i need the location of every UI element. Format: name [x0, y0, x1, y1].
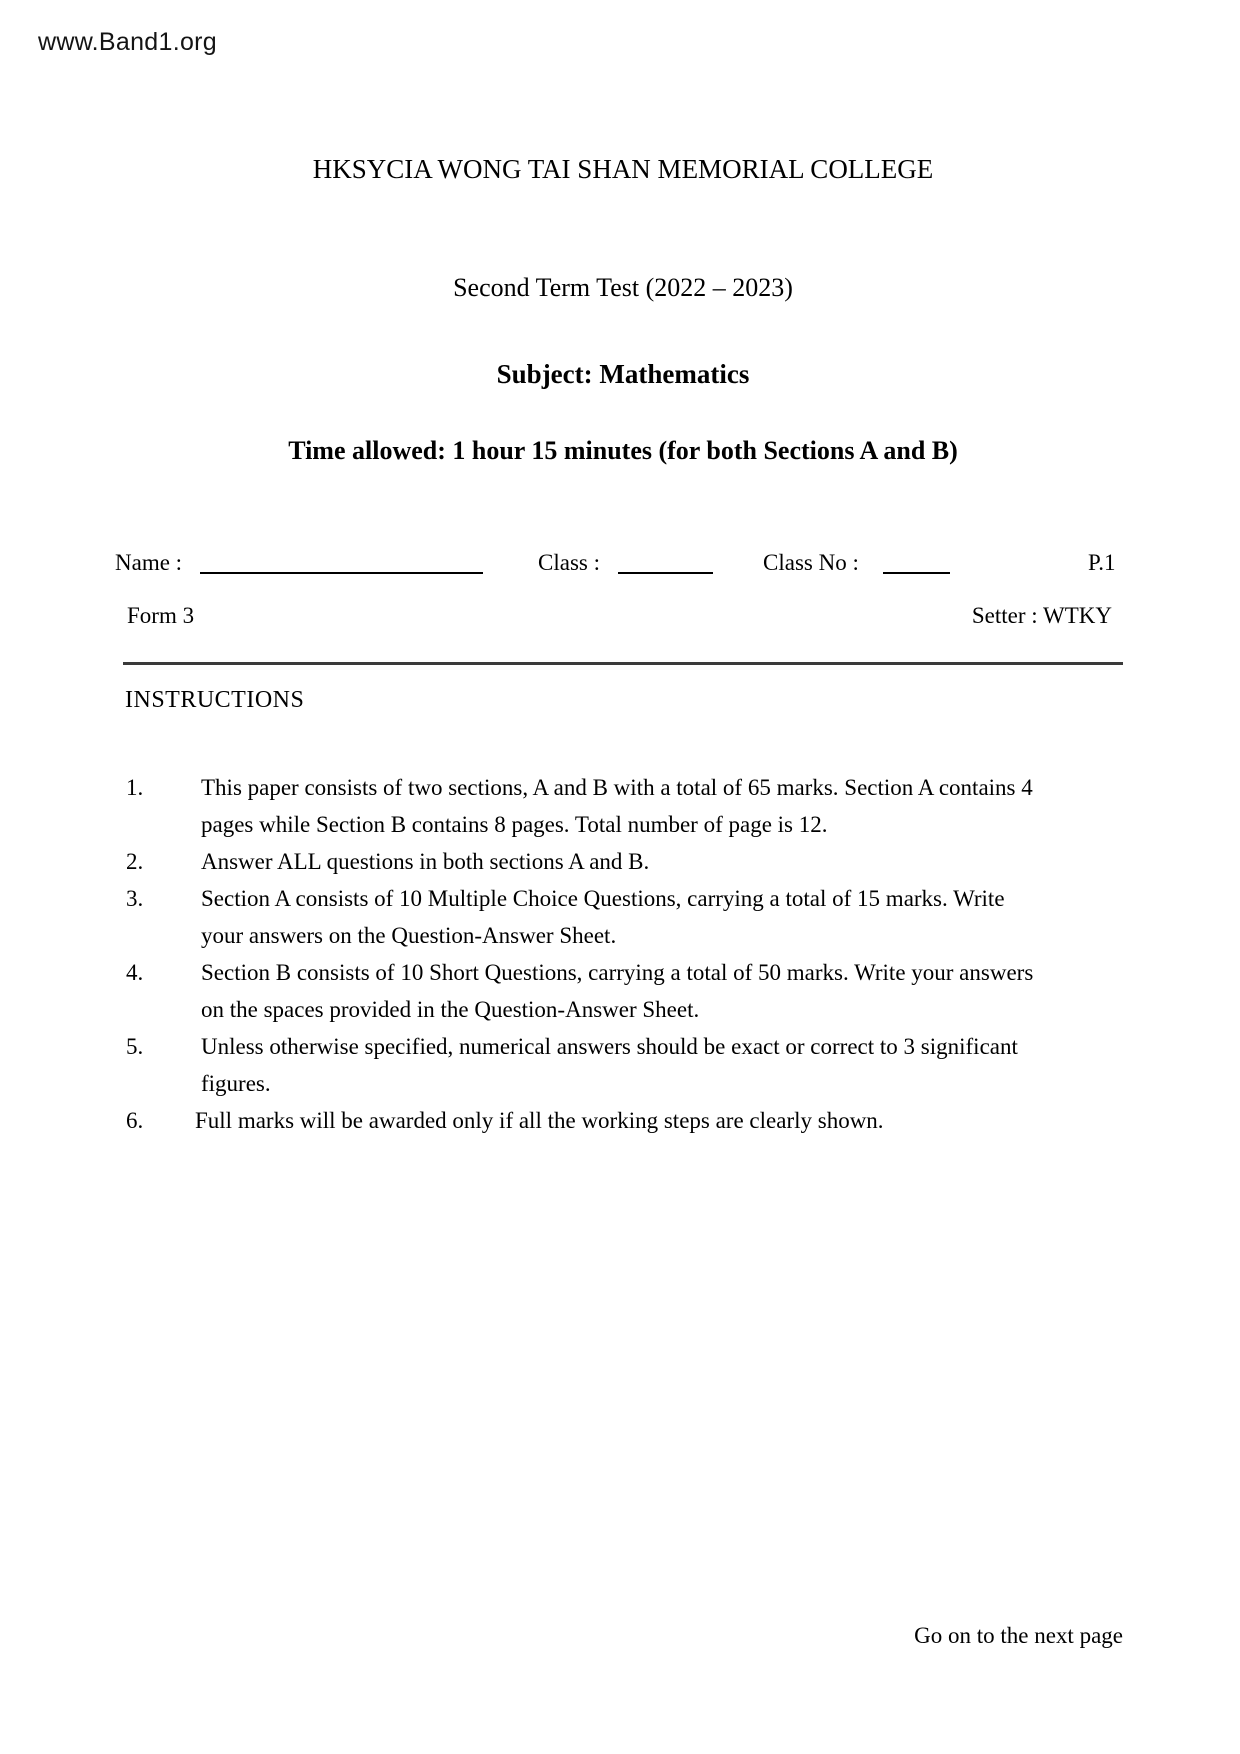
instruction-number: 3. [126, 886, 144, 911]
instruction-line: your answers on the Question-Answer Sheet. [201, 923, 617, 948]
instruction-text [201, 843, 1136, 880]
class-label: Class : [538, 550, 600, 575]
class-no-blank-line [883, 551, 950, 574]
instruction-list [126, 769, 1136, 1139]
class-blank-line [618, 551, 713, 574]
time-allowed-heading: Time allowed: 1 hour 15 minutes (for both Sections A and B) [288, 436, 958, 465]
instruction-line: Section A consists of 10 Multiple Choice Questions, carrying a total of 15 marks. Write [201, 886, 1005, 911]
instruction-number: 6. [126, 1108, 144, 1133]
class-no-label: Class No : [763, 550, 859, 575]
instruction-text [195, 1102, 1136, 1139]
instruction-line: This paper consists of two sections, A and B with a total of 65 marks. Section A contains 4 [201, 775, 1033, 800]
instruction-number: 4. [126, 960, 144, 985]
instruction-item-1 [126, 769, 1136, 843]
instruction-text [201, 880, 1136, 954]
instruction-item-2 [126, 843, 1136, 880]
test-title-heading: Second Term Test (2022 – 2023) [453, 273, 793, 302]
name-label: Name : [115, 550, 183, 575]
school-name-heading: HKSYCIA WONG TAI SHAN MEMORIAL COLLEGE [312, 154, 934, 184]
instruction-item-5 [126, 1028, 1136, 1102]
instruction-number: 2. [126, 849, 144, 874]
name-blank-line [200, 551, 483, 574]
instruction-line: Full marks will be awarded only if all the working steps are clearly shown. [195, 1108, 884, 1133]
instruction-number: 5. [126, 1034, 144, 1059]
instruction-line: figures. [201, 1071, 271, 1096]
instructions-heading: INSTRUCTIONS [125, 687, 305, 713]
subject-heading: Subject: Mathematics [496, 359, 750, 389]
instruction-item-4 [126, 954, 1136, 1028]
horizontal-divider [123, 662, 1123, 665]
instruction-text [201, 769, 1136, 843]
watermark-site-text: www.Band1.org [38, 28, 217, 56]
instruction-text [201, 954, 1136, 1028]
instruction-line: pages while Section B contains 8 pages. Total number of page is 12. [201, 812, 828, 837]
instruction-line: Answer ALL questions in both sections A and B. [201, 849, 650, 874]
go-to-next-page-note: Go on to the next page [914, 1623, 1123, 1648]
instruction-line: Unless otherwise specified, numerical answers should be exact or correct to 3 significant [201, 1034, 1018, 1059]
instruction-number: 1. [126, 775, 144, 800]
instruction-item-3 [126, 880, 1136, 954]
form-label: Form 3 [127, 603, 195, 628]
setter-label: Setter : WTKY [971, 603, 1112, 628]
instruction-item-6 [126, 1102, 1136, 1139]
instruction-text [201, 1028, 1136, 1102]
instruction-line: Section B consists of 10 Short Questions, carrying a total of 50 marks. Write your answers [201, 960, 1034, 985]
page-number: P.1 [1088, 550, 1116, 575]
instruction-line: on the spaces provided in the Question-Answer Sheet. [201, 997, 700, 1022]
